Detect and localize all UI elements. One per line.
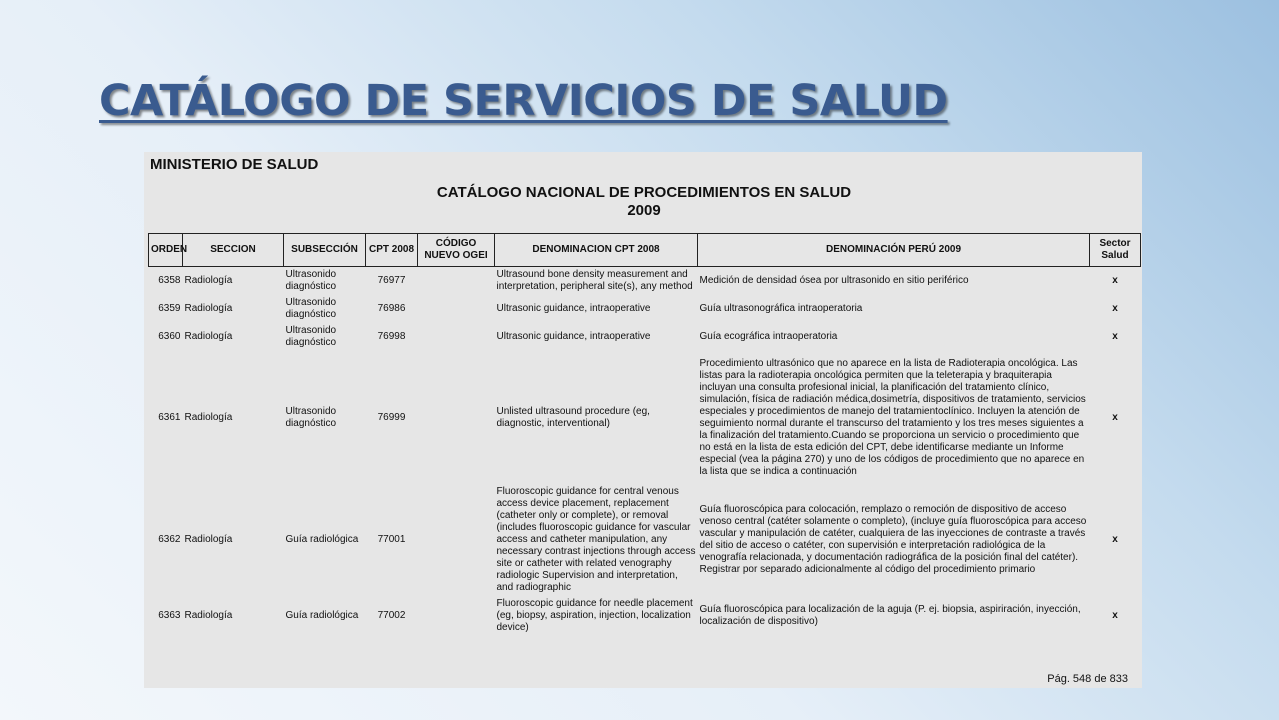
header-codigo: CÓDIGO NUEVO OGEI	[418, 234, 495, 267]
cell-subseccion: Ultrasonido diagnóstico	[285, 268, 337, 292]
cell-sector: x	[1112, 609, 1118, 621]
cell-denominacion-cpt: Fluoroscopic guidance for central venous access device placement, replacement (catheter only or complete), or removal (includes fluoroscopic guidance for vascular access and catheter manipulation, any necessary contrast injections through access site or catheter with related venography radiologic Supervision and interpretation, and radiographic	[496, 485, 696, 593]
cell-sector: x	[1112, 533, 1118, 545]
slide-title: CATÁLOGO DE SERVICIOS DE SALUD	[99, 76, 948, 126]
document-title-year: 2009	[627, 202, 661, 219]
cell-cpt: 77002	[377, 609, 406, 621]
document-title	[144, 184, 1142, 220]
cell-subseccion: Guía radiológica	[285, 609, 359, 621]
cell-cpt: 76986	[377, 302, 406, 314]
cell-denominacion-peru: Procedimiento ultrasónico que no aparece en la lista de Radioterapia oncológica. Las listas para la radioterapia oncológica permiten que la teleterapia y braquiterapia incluyan una consulta profesional inicial, la planificación del tratamiento clínico, simulación, física de radiación médica,dosimetría, dispositivos de tratamiento, servicios especiales y procedimientos de manejo del tratamientoclínico. Incluyen la atención de seguimiento normal durante el transcurso del tratamiento y los tres meses siguientes a la finalización del tratamiento.Cuando se proporciona un servicio o procedimiento que no está en la lista de esta edición del CPT, debe identificarse mediante un Informe especial (vea la página 270) y uno de los códigos de procedimiento que no aparece en la lista que se indica a continuación	[699, 357, 1086, 477]
cell-codigo	[418, 351, 495, 485]
table-row	[149, 267, 1141, 295]
header-seccion: SECCION	[183, 234, 284, 267]
cell-sector: x	[1112, 274, 1118, 286]
cell-orden: 6361	[158, 411, 181, 423]
header-orden: ORDEN	[149, 234, 183, 267]
cell-cpt: 77001	[377, 533, 406, 545]
cell-subseccion: Ultrasonido diagnóstico	[285, 405, 337, 429]
table-row	[149, 485, 1141, 595]
cell-subseccion: Ultrasonido diagnóstico	[285, 296, 337, 320]
cell-seccion: Radiología	[184, 609, 233, 621]
table-header-row	[149, 234, 1141, 267]
cell-orden: 6362	[158, 533, 181, 545]
cell-denominacion-cpt: Fluoroscopic guidance for needle placement (eg, biopsy, aspiration, injection, localization device)	[496, 597, 693, 633]
cell-codigo	[418, 295, 495, 323]
cell-orden: 6359	[158, 302, 181, 314]
cell-orden: 6363	[158, 609, 181, 621]
cell-seccion: Radiología	[184, 411, 233, 423]
cell-denominacion-peru: Guía ultrasonográfica intraoperatoria	[699, 302, 863, 314]
cell-denominacion-cpt: Ultrasonic guidance, intraoperative	[496, 330, 651, 342]
cell-codigo	[418, 267, 495, 295]
cell-orden: 6360	[158, 330, 181, 342]
cell-denominacion-peru: Guía fluoroscópica para localización de la aguja (P. ej. biopsia, aspiriración, inyección, localización de dispositivo)	[699, 603, 1081, 627]
cell-seccion: Radiología	[184, 274, 233, 286]
cell-codigo	[418, 485, 495, 595]
header-cpt: CPT 2008	[366, 234, 418, 267]
cell-cpt: 76977	[377, 274, 406, 286]
page-number: Pág. 548 de 833	[1047, 673, 1128, 685]
header-subseccion: SUBSECCIÓN	[284, 234, 366, 267]
cell-subseccion: Guía radiológica	[285, 533, 359, 545]
table-row	[149, 295, 1141, 323]
cell-sector: x	[1112, 302, 1118, 314]
cell-denominacion-cpt: Unlisted ultrasound procedure (eg, diagnostic, interventional)	[496, 405, 650, 429]
procedures-table	[148, 233, 1141, 637]
cell-orden: 6358	[158, 274, 181, 286]
cell-denominacion-cpt: Ultrasonic guidance, intraoperative	[496, 302, 651, 314]
header-denominacion-peru: DENOMINACIÓN PERÚ 2009	[698, 234, 1090, 267]
cell-sector: x	[1112, 411, 1118, 423]
cell-sector: x	[1112, 330, 1118, 342]
header-sector: Sector Salud	[1090, 234, 1141, 267]
cell-denominacion-peru: Medición de densidad ósea por ultrasonido en sitio periférico	[699, 274, 969, 286]
cell-denominacion-cpt: Ultrasound bone density measurement and interpretation, peripheral site(s), any method	[496, 268, 693, 292]
cell-codigo	[418, 323, 495, 351]
cell-cpt: 76999	[377, 411, 406, 423]
table-row	[149, 323, 1141, 351]
cell-seccion: Radiología	[184, 330, 233, 342]
table-row	[149, 351, 1141, 485]
document-title-line1: CATÁLOGO NACIONAL DE PROCEDIMIENTOS EN SALUD	[436, 184, 852, 201]
cell-denominacion-peru: Guía fluoroscópica para colocación, remplazo o remoción de dispositivo de acceso venoso central (catéter solamente o completo), (incluye guía fluoroscópica para acceso vascular y manipulación de catéter, cualquiera de las inyecciones de contraste a través del sitio de acceso o catéter, con supervisión e interpretación radiológica de la venografía relacionada, y documentación radiográfica de la posición final del catéter). Registrar por separado adicionalmente al código del procedimiento primario	[699, 503, 1087, 575]
cell-seccion: Radiología	[184, 302, 233, 314]
table-row	[149, 595, 1141, 637]
header-denominacion-cpt: DENOMINACION CPT 2008	[495, 234, 698, 267]
ministry-label: MINISTERIO DE SALUD	[150, 156, 319, 173]
cell-subseccion: Ultrasonido diagnóstico	[285, 324, 337, 348]
cell-denominacion-peru: Guía ecográfica intraoperatoria	[699, 330, 838, 342]
cell-codigo	[418, 595, 495, 637]
catalog-document-image	[144, 152, 1142, 688]
cell-cpt: 76998	[377, 330, 406, 342]
cell-seccion: Radiología	[184, 533, 233, 545]
